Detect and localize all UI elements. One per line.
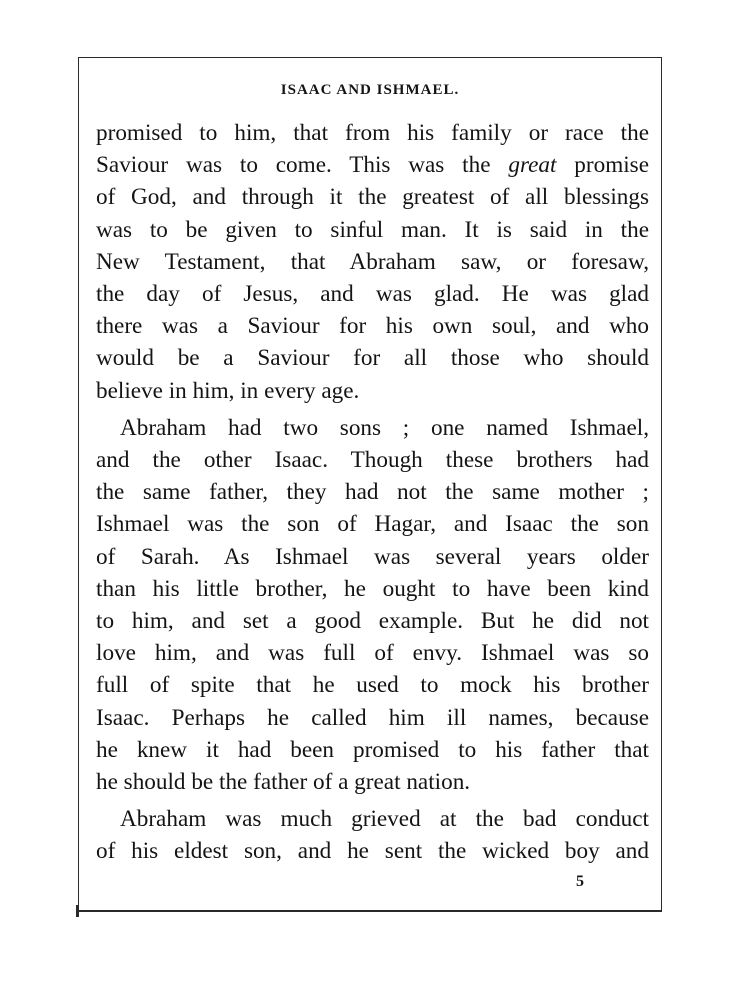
- line-text: promised to him, that from his family or race the: [96, 120, 649, 146]
- text-line: [96, 835, 649, 867]
- line-text: the day of Jesus, and was glad. He was glad: [96, 281, 649, 308]
- text-line: [96, 573, 649, 605]
- text-line: [96, 375, 649, 407]
- border-mark: [76, 905, 79, 917]
- line-text: Abraham was much grieved at the bad conduct: [120, 806, 649, 833]
- line-text: Saviour was to come. This was the: [96, 152, 509, 179]
- body-text: [96, 117, 649, 868]
- text-line: [96, 508, 649, 540]
- line-text: to him, and set a good example. But he did not: [96, 608, 649, 635]
- line-text: of God, and through it the greatest of all blessings: [96, 184, 649, 211]
- line-text: of Sarah. As Ishmael was several years older: [96, 543, 649, 570]
- text-line: [96, 476, 649, 508]
- line-text: believe in him, in every age.: [96, 377, 360, 404]
- line-text: there was a Saviour for his own soul, and who: [96, 313, 649, 340]
- line-text: New Testament, that Abraham saw, or foresaw,: [96, 248, 649, 275]
- line-text: Abraham had two sons ; one named Ishmael,: [120, 414, 649, 441]
- text-line: [96, 278, 649, 310]
- line-text: love him, and was full of envy. Ishmael was so: [96, 640, 649, 667]
- line-text: would be a Saviour for all those who should: [96, 345, 649, 372]
- page-number: 5: [576, 873, 584, 890]
- line-text: and the other Isaac. Though these brothers had: [96, 447, 649, 474]
- text-line: [96, 444, 649, 476]
- text-line: [96, 117, 649, 149]
- line-text: than his little brother, he ought to have been kind: [96, 575, 649, 602]
- text-line: [96, 412, 649, 444]
- text-line: [96, 605, 649, 637]
- text-line: [96, 541, 649, 573]
- text-line: [96, 214, 649, 246]
- line-text: of his eldest son, and he sent the wicked boy and: [96, 838, 649, 865]
- emphasis-text: great: [508, 152, 557, 179]
- line-text: he knew it had been promised to his father that: [96, 736, 649, 763]
- text-line: [96, 637, 649, 669]
- text-line: [96, 181, 649, 213]
- line-text: Ishmael was the son of Hagar, and Isaac the son: [96, 511, 649, 538]
- text-line: [96, 310, 649, 342]
- line-text: he should be the father of a great nation.: [96, 769, 471, 796]
- line-text: the same father, they had not the same mother ;: [96, 479, 649, 506]
- running-head: ISAAC AND ISHMAEL.: [280, 82, 460, 98]
- text-line: [96, 766, 649, 798]
- text-line: [96, 342, 649, 374]
- text-line: [96, 702, 649, 734]
- text-line: [96, 669, 649, 701]
- line-text: Isaac. Perhaps he called him ill names, because: [96, 704, 649, 731]
- line-text: full of spite that he used to mock his brother: [96, 672, 649, 699]
- text-line: [96, 246, 649, 278]
- text-line: [96, 803, 649, 835]
- line-text: was to be given to sinful man. It is said in the: [96, 216, 649, 243]
- text-line: [96, 149, 649, 181]
- line-text: promise: [556, 152, 650, 179]
- text-line: [96, 734, 649, 766]
